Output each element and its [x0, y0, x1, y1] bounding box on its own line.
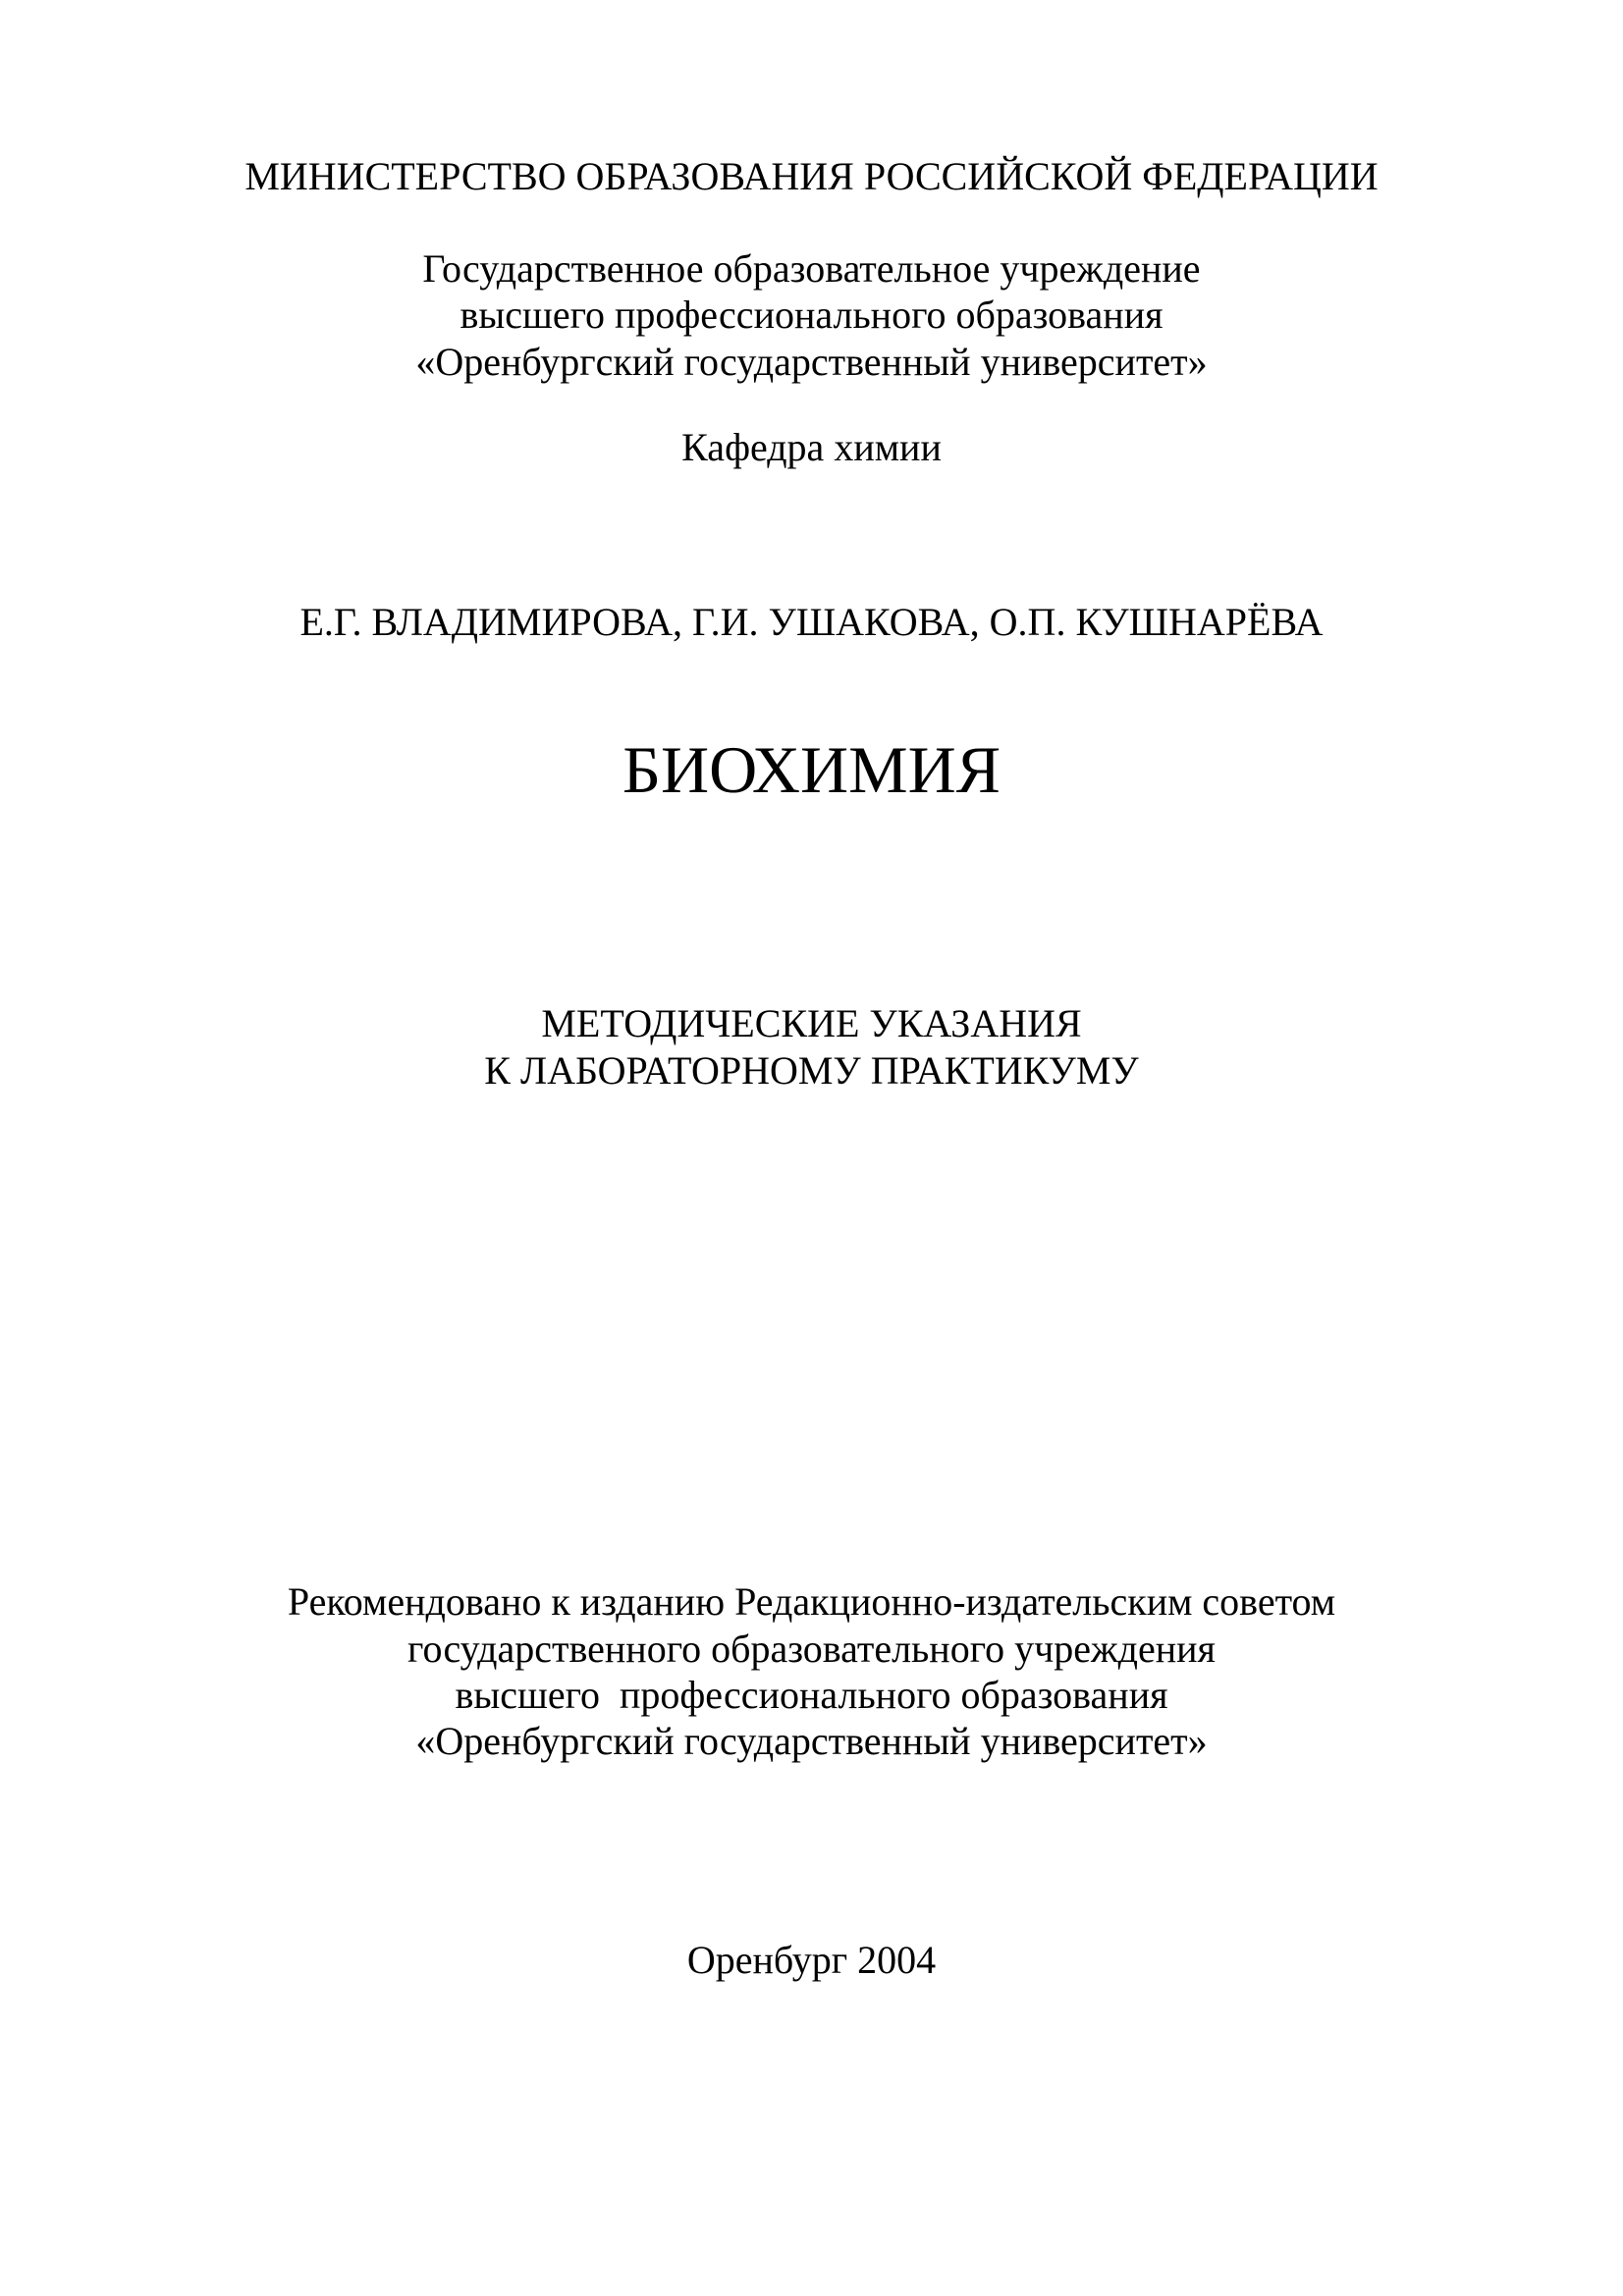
subtitle-line-2: К ЛАБОРАТОРНОМУ ПРАКТИКУМУ: [484, 1048, 1139, 1093]
ministry-name: МИНИСТЕРСТВО ОБРАЗОВАНИЯ РОССИЙСКОЙ ФЕДЕРАЦИИ: [244, 154, 1379, 198]
authors: Е.Г. ВЛАДИМИРОВА, Г.И. УШАКОВА, О.П. КУШНАРЁВА: [299, 600, 1324, 644]
subtitle-line-1: МЕТОДИЧЕСКИЕ УКАЗАНИЯ: [541, 1001, 1082, 1045]
recommendation-line-4: «Оренбургский государственный университет»: [415, 1719, 1208, 1763]
city-year: Оренбург 2004: [686, 1938, 937, 1982]
institution-line-1: Государственное образовательное учреждение: [422, 246, 1201, 291]
institution-line-2: высшего профессионального образования: [460, 293, 1163, 337]
institution-line-3: «Оренбургский государственный университет»: [415, 340, 1208, 384]
recommendation-line-1: Рекомендовано к изданию Редакционно-издательским советом: [287, 1579, 1336, 1624]
recommendation-line-3: высшего профессионального образования: [455, 1673, 1168, 1717]
recommendation-line-2: государственного образовательного учреждения: [407, 1627, 1216, 1671]
document-title: БИОХИМИЯ: [622, 732, 1001, 807]
department-name: Кафедра химии: [681, 425, 942, 469]
